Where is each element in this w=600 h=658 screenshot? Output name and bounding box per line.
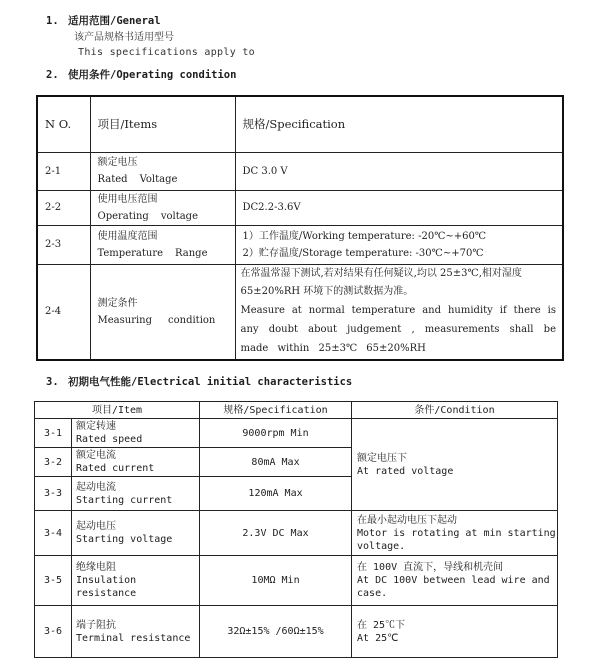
item-cn: 绝缘电阻	[76, 562, 116, 573]
row-spec: 2.3V DC Max	[200, 511, 352, 556]
item-cn: 起动电流	[76, 481, 116, 493]
row-spec	[235, 225, 563, 264]
row-item	[72, 477, 200, 511]
item-en-word: Operating	[97, 210, 149, 222]
row-no: 3-2	[35, 448, 72, 477]
item-en-word: Measuring	[97, 314, 153, 326]
item-en-word: Range	[175, 247, 208, 259]
table-header-row	[37, 96, 563, 152]
section-3-heading	[46, 374, 352, 389]
spec-line: 65±20%RH 环境下的测试数据为准。	[240, 285, 414, 297]
spec-line: 在常温常湿下测试,若对结果有任何疑议,均以 25±3℃,相对湿度	[240, 267, 522, 279]
row-item	[90, 264, 235, 360]
electrical-characteristics-table	[34, 401, 558, 658]
row-item	[72, 606, 200, 658]
item-cn: 额定电流	[76, 450, 116, 461]
row-no: 3-6	[35, 606, 72, 658]
table-row	[35, 511, 558, 556]
header-items: 项目/Items	[90, 96, 235, 152]
row-no: 3-4	[35, 511, 72, 556]
item-en: Rated speed	[76, 434, 143, 445]
item-en	[98, 245, 235, 262]
row-item	[72, 556, 200, 606]
condition-en: Motor is rotating at min starting voltage.	[357, 527, 556, 552]
item-en: Starting current	[76, 494, 173, 506]
item-en	[98, 171, 235, 188]
row-no: 2-4	[37, 264, 90, 360]
section-1-line-cn: 该产品规格书适用型号	[74, 32, 174, 43]
item-en	[98, 312, 235, 329]
section-1-title: 适用范围/General	[68, 15, 161, 27]
row-spec: 10MΩ Min	[200, 556, 352, 606]
row-item	[72, 419, 200, 448]
row-spec: 120mA Max	[200, 477, 352, 511]
row-spec	[235, 264, 563, 360]
row-no: 3-1	[35, 419, 72, 448]
section-2-title: 使用条件/Operating condition	[68, 69, 237, 81]
spec-line: 2）贮存温度/Storage temperature: -30℃~+70℃	[242, 247, 484, 259]
item-cn: 使用温度范围	[97, 230, 158, 242]
row-condition	[352, 556, 558, 606]
item-cn: 使用电压范围	[97, 193, 158, 205]
row-condition	[352, 511, 558, 556]
header-specification: 规格/Specification	[200, 402, 352, 419]
row-no: 3-3	[35, 477, 72, 511]
spec-line: made within 25±3℃ 65±20%RH	[240, 342, 426, 354]
item-cn: 额定转速	[76, 421, 116, 432]
operating-condition-table	[36, 95, 564, 361]
row-condition	[352, 606, 558, 658]
header-no: N O.	[37, 96, 90, 152]
row-spec: 9000rpm Min	[200, 419, 352, 448]
section-3-number: 3.	[46, 376, 59, 388]
row-no: 3-5	[35, 556, 72, 606]
condition-cn: 在 100V 直流下，导线和机壳间	[357, 562, 504, 573]
condition-cn: 在 25℃下	[357, 619, 406, 631]
item-cn: 额定电压	[97, 157, 138, 168]
section-1-number: 1.	[46, 15, 59, 27]
item-cn: 起动电压	[76, 521, 116, 532]
condition-cn: 在最小起动电压下起动	[357, 514, 458, 526]
table-row	[37, 225, 563, 264]
condition-en: At 25℃	[357, 632, 399, 644]
item-en: Insulation resistance	[76, 575, 137, 599]
item-en	[98, 208, 235, 225]
section-2-heading	[46, 67, 236, 82]
item-cn: 端子阻抗	[76, 619, 116, 631]
condition-en: At rated voltage	[357, 465, 454, 477]
row-condition	[352, 419, 558, 511]
row-no: 2-2	[37, 190, 90, 225]
section-2-number: 2.	[46, 69, 59, 81]
table-header-row	[35, 402, 558, 419]
item-en: Starting voltage	[76, 534, 173, 545]
table-row	[37, 152, 563, 190]
item-en: Terminal resistance	[76, 632, 191, 644]
spec-line: any doubt about judgement , measurements shall be	[240, 323, 556, 335]
row-item	[90, 190, 235, 225]
condition-en: At DC 100V between lead wire and case.	[357, 575, 550, 599]
row-item	[72, 448, 200, 477]
table-row	[35, 606, 558, 658]
item-cn: 测定条件	[97, 297, 138, 309]
header-item: 项目/Item	[35, 402, 200, 419]
section-1-heading	[46, 13, 161, 28]
spec-line: Measure at normal temperature and humidity if there is	[240, 304, 556, 316]
row-spec: DC 3.0 V	[235, 152, 563, 190]
row-no: 2-3	[37, 225, 90, 264]
item-en-word: condition	[168, 314, 216, 326]
table-row	[35, 556, 558, 606]
section-3-title: 初期电气性能/Electrical initial characteristics	[68, 376, 353, 388]
item-en-word: voltage	[160, 210, 198, 222]
spec-line: 1）工作温度/Working temperature: -20℃~+60℃	[242, 230, 487, 242]
header-specification: 规格/Specification	[235, 96, 563, 152]
item-en-word: Voltage	[139, 174, 178, 185]
section-1-line-en: This specifications apply to	[78, 47, 255, 58]
row-no: 2-1	[37, 152, 90, 190]
row-item	[90, 152, 235, 190]
table-row	[37, 264, 563, 360]
row-item	[90, 225, 235, 264]
row-spec: 80mA Max	[200, 448, 352, 477]
condition-cn: 额定电压下	[357, 452, 408, 464]
row-item	[72, 511, 200, 556]
table-row	[35, 419, 558, 448]
row-spec: 32Ω±15% /60Ω±15%	[200, 606, 352, 658]
item-en-word: Rated	[97, 174, 128, 185]
table-row	[37, 190, 563, 225]
item-en: Rated current	[76, 463, 155, 474]
item-en-word: Temperature	[97, 247, 164, 259]
row-spec: DC2.2-3.6V	[235, 190, 563, 225]
header-condition: 条件/Condition	[352, 402, 558, 419]
